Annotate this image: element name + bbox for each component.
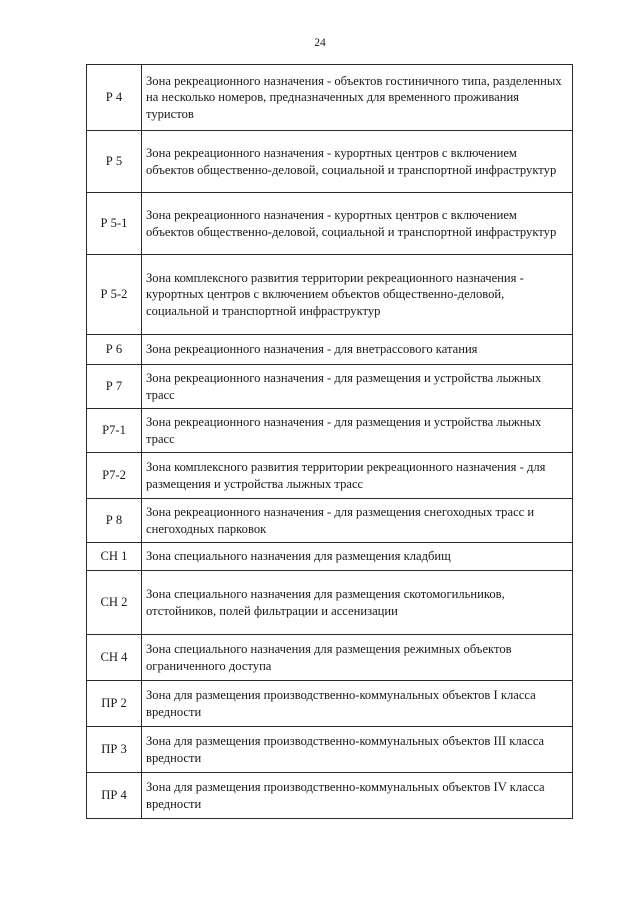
zone-description: Зона рекреационного назначения - объектов гостиничного типа, разделенных на несколько номеров, предназначенных для временного проживания туристов [142,65,573,131]
table-row [87,65,573,131]
table-row [87,635,573,681]
zone-code: ПР 4 [87,773,142,819]
zone-code: Р 5 [87,131,142,193]
zones-table [86,64,573,819]
zone-code: ПР 2 [87,681,142,727]
zone-description: Зона специального назначения для размещения скотомогильников, отстойников, полей фильтрации и ассенизации [142,571,573,635]
zone-description: Зона для размещения производственно-коммунальных объектов III класса вредности [142,727,573,773]
table-row [87,727,573,773]
zone-description: Зона специального назначения для размещения режимных объектов ограниченного доступа [142,635,573,681]
zone-description: Зона рекреационного назначения - курортных центров с включением объектов общественно-деловой, социальной и транспортной инфраструктур [142,193,573,255]
zone-code: Р 6 [87,335,142,365]
zone-description: Зона комплексного развития территории рекреационного назначения - для размещения и устройства лыжных трасс [142,453,573,499]
zone-code: Р 8 [87,499,142,543]
table-row [87,335,573,365]
page-number: 24 [314,37,326,49]
zone-code: Р7-2 [87,453,142,499]
zone-description: Зона рекреационного назначения - для размещения и устройства лыжных трасс [142,409,573,453]
zone-code: Р7-1 [87,409,142,453]
table-row [87,453,573,499]
zone-description: Зона для размещения производственно-коммунальных объектов IV класса вредности [142,773,573,819]
zone-description: Зона рекреационного назначения - для размещения и устройства лыжных трасс [142,365,573,409]
table-row [87,255,573,335]
zone-code: СН 4 [87,635,142,681]
table-row [87,571,573,635]
zone-description: Зона рекреационного назначения - курортных центров с включением объектов общественно-деловой, социальной и транспортной инфраструктур [142,131,573,193]
zone-description: Зона для размещения производственно-коммунальных объектов I класса вредности [142,681,573,727]
zone-code: Р 5-1 [87,193,142,255]
zone-description: Зона комплексного развития территории рекреационного назначения - курортных центров с включением объектов общественно-деловой, социальной и транспортной инфраструктур [142,255,573,335]
table-row [87,365,573,409]
zone-code: Р 5-2 [87,255,142,335]
table-row [87,193,573,255]
table-row [87,681,573,727]
table-row [87,499,573,543]
zone-code: Р 4 [87,65,142,131]
zone-description: Зона специального назначения для размещения кладбищ [142,543,573,571]
zone-code: Р 7 [87,365,142,409]
table-row [87,773,573,819]
zone-code: ПР 3 [87,727,142,773]
table-row [87,131,573,193]
zone-code: СН 2 [87,571,142,635]
zone-description: Зона рекреационного назначения - для внетрассового катания [142,335,573,365]
zone-code: СН 1 [87,543,142,571]
table-row [87,409,573,453]
table-row [87,543,573,571]
zone-description: Зона рекреационного назначения - для размещения снегоходных трасс и снегоходных парковок [142,499,573,543]
